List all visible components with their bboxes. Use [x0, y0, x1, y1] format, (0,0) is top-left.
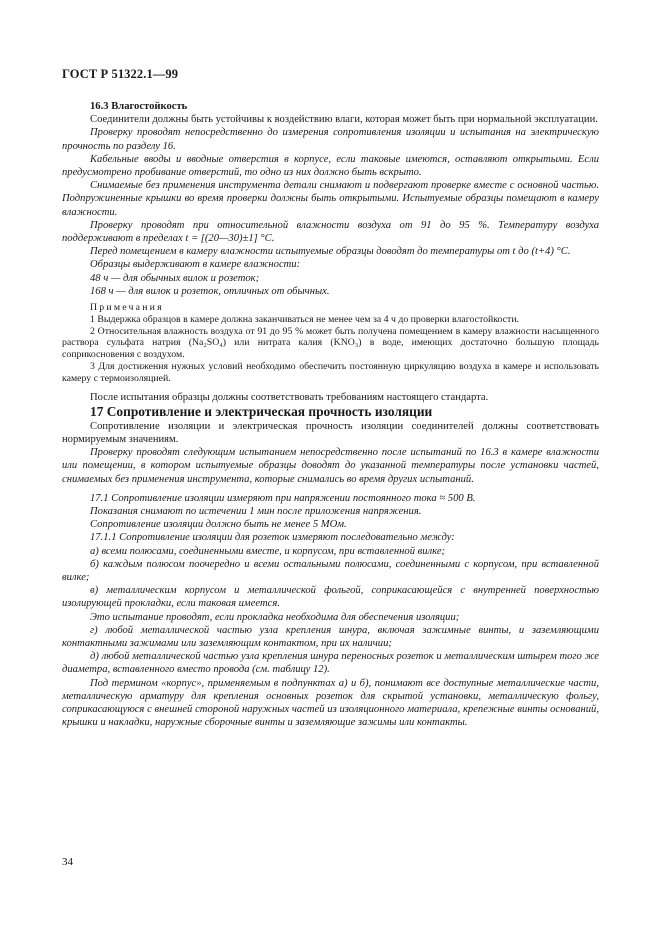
- paragraph: Проверку проводят при относительной влажности воздуха от 91 до 95 %. Температуру воздуха поддерживают в пределах t = [(20—30)±1] °C.: [62, 219, 599, 245]
- paragraph: Кабельные вводы и вводные отверстия в корпусе, если таковые имеются, оставляют открытыми. Если предусмотрено пробивание отверстий, то одно из них должно быть вскрыто.: [62, 153, 599, 179]
- paragraph: Снимаемые без применения инструмента детали снимают и подвергают проверке вместе с основной частью. Подпружиненные крышки во время проверки должны быть открытыми. Испытуемые образцы помещают в камеру влажности.: [62, 180, 599, 218]
- clause-17-1-1: 17.1.1 Сопротивление изоляции для розеток измеряют последовательно между:: [90, 532, 455, 544]
- paragraph: Сопротивление изоляции должно быть не менее 5 МОм.: [90, 519, 347, 531]
- notes-title: Примечания: [90, 302, 164, 314]
- section-16-3-heading: 16.3 Влагостойкость: [90, 101, 188, 112]
- list-item: б) каждым полюсом поочередно и всеми остальными полюсами, соединенными с корпусом, при вставленной вилке;: [62, 558, 599, 584]
- paragraph: Сопротивление изоляции и электрическая прочность изоляции соединителей должны соответствовать нормируемым значениям.: [62, 420, 599, 446]
- note-item: 3 Для достижения нужных условий необходимо обеспечить постоянную циркуляцию воздуха в камере и использовать камеру с термоизоляцией.: [62, 361, 599, 384]
- list-item: в) металлическим корпусом и металлической фольгой, соприкасающейся с внутренней поверхностью изолирующей прокладки, если таковая имеется.: [62, 585, 599, 610]
- standard-header: ГОСТ Р 51322.1—99: [62, 67, 179, 81]
- list-item: а) всеми полюсами, соединенными вместе, и корпусом, при вставленной вилке;: [90, 545, 446, 557]
- definition-paragraph: Под термином «корпус», применяемым в подпунктах а) и б), понимают все доступные металлические части, металлическую арматуру для крепления основных розеток для скрытой установки, металлическую фольгу, соприкасающуюся с внешней стороной наружных частей из изоляционного материала, крепежные винты оснований, крышки и накладки, наружные сборочные винты и заземляющие зажимы или контакты.: [62, 677, 599, 729]
- paragraph: Показания снимают по истечении 1 мин после приложения напряжения.: [90, 506, 422, 518]
- note-item: 2 Относительная влажность воздуха от 91 до 95 % может быть получена помещением в камеру влажности насыщенного раствора сульфата натрия (Na₂SO₄) или нитрата калия (KNO₃) в воде, имеющих достаточно большую площадь соприкосновения с воздухом.: [62, 325, 599, 361]
- list-item: д) любой металлической частью узла крепления шнура переносных розеток и металлическим штырем того же диаметра, вставленного вместо провода (см. таблицу 12).: [62, 651, 599, 676]
- list-item: г) любой металлической частью узла крепления шнура, включая зажимные винты, и заземляющими контактными зажимами или заземляющим контактом, при их наличии;: [62, 624, 599, 650]
- duration-item: 48 ч — для обычных вилок и розеток;: [90, 272, 260, 284]
- page-number: 34: [62, 856, 73, 868]
- note-item: 1 Выдержка образцов в камере должна заканчиваться не менее чем за 4 ч до проверки влагостойкости.: [90, 313, 520, 325]
- page-body: [62, 100, 599, 730]
- duration-item: 168 ч — для вилок и розеток, отличных от обычных.: [90, 285, 330, 297]
- paragraph: Проверку проводят непосредственно до измерения сопротивления изоляции и испытания на электрическую прочность по разделу 16.: [62, 127, 599, 152]
- paragraph: Образцы выдерживают в камере влажности:: [90, 259, 301, 271]
- section-17-heading: 17 Сопротивление и электрическая прочность изоляции: [90, 403, 433, 419]
- clause-17-1: 17.1 Сопротивление изоляции измеряют при напряжении постоянного тока ≈ 500 В.: [90, 492, 476, 504]
- paragraph: Проверку проводят следующим испытанием непосредственно после испытаний по 16.3 в камере влажности или помещении, в котором испытуемые образцы доводят до указанной температуры после установки частей, снимаемых без применения инструмента, которые снимались во время других испытаний.: [62, 447, 599, 485]
- paragraph: Это испытание проводят, если прокладка необходима для обеспечения изоляции;: [90, 611, 460, 623]
- paragraph: Перед помещением в камеру влажности испытуемые образцы доводят до температуры от t до (t+4) °C.: [90, 246, 571, 258]
- paragraph: Соединители должны быть устойчивы к воздействию влаги, которая может быть при нормальной эксплуатации.: [90, 114, 598, 126]
- paragraph: После испытания образцы должны соответствовать требованиям настоящего стандарта.: [90, 391, 489, 403]
